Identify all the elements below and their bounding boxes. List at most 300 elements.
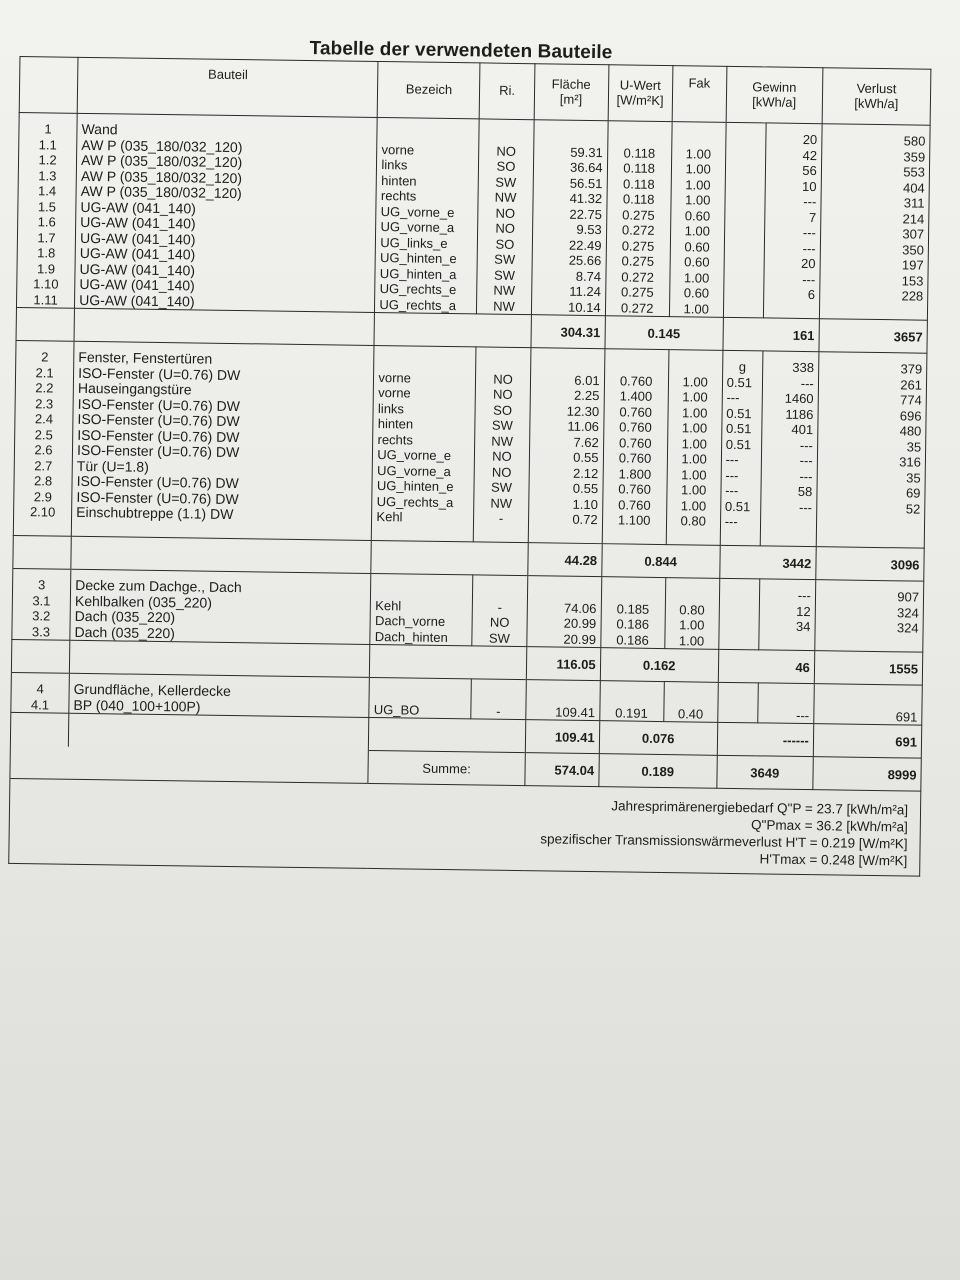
group-u-value-cell <box>599 681 664 722</box>
u-value: 0.760 <box>619 403 653 420</box>
component-name: AW P (035_180/032_120) <box>80 167 243 186</box>
component-name: BP (040_100+100P) <box>73 696 201 715</box>
designation: rechts <box>380 188 417 204</box>
designation: UG_hinten_a <box>379 265 457 282</box>
factor: 0.60 <box>684 238 710 255</box>
factor: 0.40 <box>677 705 704 722</box>
factor: 1.00 <box>684 192 711 208</box>
group-u-value-cell <box>605 121 672 317</box>
item-number: 2.5 <box>34 426 53 442</box>
header-nr <box>19 57 78 114</box>
gain-value <box>762 691 809 707</box>
item-number: 2.9 <box>33 488 53 504</box>
header-flaeche: Fläche [m²] <box>534 64 609 121</box>
orientation: NO <box>495 205 516 221</box>
group-designation-cell <box>370 573 473 645</box>
loss-value: 261 <box>900 376 923 393</box>
orientation: NO <box>489 614 510 630</box>
area-value: 20.99 <box>563 615 597 632</box>
area-value: 0.55 <box>572 480 599 497</box>
u-value: 0.186 <box>616 631 649 648</box>
group-g-value-cell <box>723 122 766 318</box>
g-value <box>730 131 761 147</box>
g-value <box>723 633 754 649</box>
loss-value: 350 <box>902 241 924 258</box>
gain-value: 56 <box>802 162 817 179</box>
gain-value: 20 <box>800 255 816 272</box>
gain-value: 401 <box>791 421 814 438</box>
component-name: UG-AW (041_140) <box>79 275 195 294</box>
designation: UG_hinten_e <box>379 250 457 267</box>
header-bauteil: Bauteil <box>77 57 378 117</box>
group-designation-cell <box>375 118 480 314</box>
area-value: 8.74 <box>575 268 602 284</box>
area-value: 59.31 <box>570 144 603 160</box>
orientation: NW <box>494 189 517 205</box>
footer-cell <box>9 778 921 876</box>
item-number: 4.1 <box>30 696 50 712</box>
orientation: - <box>497 599 503 615</box>
loss-value: 359 <box>903 148 926 165</box>
subtotal-flaeche: 116.05 <box>526 647 601 681</box>
item-number: 2.7 <box>34 457 53 473</box>
subtotal-blank-bezeich <box>374 312 531 347</box>
u-value: 0.191 <box>615 704 648 721</box>
g-value <box>723 602 754 618</box>
group-row <box>12 568 924 652</box>
g-value: --- <box>725 482 739 499</box>
g-value: --- <box>725 467 739 483</box>
factor: 1.00 <box>680 497 707 514</box>
subtotal-uwert: 0.145 <box>605 316 724 351</box>
loss-value: 197 <box>901 257 924 273</box>
u-value: 1.800 <box>618 465 652 482</box>
group-g-value-cell <box>717 682 758 723</box>
component-name: ISO-Fenster (U=0.76) DW <box>76 441 240 461</box>
gain-value: --- <box>797 587 811 604</box>
orientation <box>481 355 526 371</box>
area-value <box>530 688 595 704</box>
loss-value: 228 <box>901 288 924 304</box>
area-value: 11.24 <box>569 283 601 300</box>
summe-blank <box>10 745 369 783</box>
group-component-name-cell <box>69 673 370 717</box>
loss-value: 696 <box>899 407 922 424</box>
u-value: 0.275 <box>622 206 655 223</box>
component-name: Kehlbalken (035_220) <box>74 592 213 611</box>
footer-row <box>9 778 921 876</box>
factor <box>670 586 715 602</box>
g-value <box>724 587 755 603</box>
u-value: 0.185 <box>616 600 650 617</box>
orientation: NO <box>496 143 517 159</box>
subtotal-uwert: 0.162 <box>600 648 719 683</box>
loss-value: 69 <box>905 485 921 501</box>
area-value: 109.41 <box>555 704 596 720</box>
factor: 1.00 <box>683 269 710 286</box>
header-uwert: U-Wert [W/m²K] <box>608 65 673 122</box>
gain-value: --- <box>802 271 816 287</box>
item-number: 3.3 <box>31 623 51 639</box>
subtotal-verlust: 1555 <box>814 651 923 686</box>
gain-value: --- <box>802 240 816 256</box>
designation: UG_vorne_a <box>377 462 451 479</box>
area-value: 56.51 <box>569 175 603 191</box>
group-gain-value-cell <box>763 123 822 319</box>
summe-flaeche: 574.04 <box>524 753 599 787</box>
factor: 0.60 <box>684 207 711 224</box>
designation: UG_rechts_e <box>379 281 457 298</box>
subtotal-uwert: 0.844 <box>601 544 720 579</box>
loss-value: 311 <box>903 195 925 211</box>
loss-value: 324 <box>896 620 919 636</box>
g-value <box>722 706 753 722</box>
orientation: NW <box>493 298 516 314</box>
subtotal-blank-bezeich <box>369 717 526 752</box>
subtotal-uwert: 0.076 <box>599 721 718 756</box>
orientation <box>476 687 521 703</box>
component-name: AW P (035_180/032_120) <box>81 151 243 171</box>
g-value <box>730 146 761 162</box>
designation: vorne <box>378 385 411 401</box>
designation <box>375 582 468 599</box>
g-value: 0.51 <box>725 436 752 452</box>
group-factor-cell <box>669 122 726 318</box>
g-value <box>729 193 760 209</box>
component-name: UG-AW (041_140) <box>79 229 196 247</box>
subtotal-verlust: 3657 <box>819 319 928 354</box>
gain-value: 12 <box>796 603 811 619</box>
document-title: Tabelle der verwendeten Bauteile <box>309 38 613 64</box>
component-name: Decke zum Dachge., Dach <box>75 576 242 596</box>
area-value: 12.30 <box>566 403 600 419</box>
gain-value <box>768 302 815 318</box>
designation: UG_BO <box>373 701 420 718</box>
factor: 1.00 <box>685 176 711 193</box>
area-value: 25.66 <box>568 252 602 269</box>
area-value: 0.72 <box>572 511 598 528</box>
group-orientation-cell <box>471 679 526 720</box>
factor: 1.00 <box>681 420 708 436</box>
item-number: 2.4 <box>34 411 54 427</box>
g-value: --- <box>724 513 738 530</box>
loss-value <box>821 515 920 532</box>
group-orientation-cell <box>472 575 527 647</box>
u-value: 0.275 <box>621 237 655 254</box>
gain-value: --- <box>798 499 813 515</box>
item-number: 3.2 <box>32 608 51 624</box>
orientation: SO <box>496 158 516 174</box>
group-factor-cell <box>664 578 719 650</box>
orientation: NW <box>491 433 514 449</box>
designation <box>374 686 467 703</box>
item-number: 1.7 <box>37 229 56 246</box>
component-name: Tür (U=1.8) <box>76 457 149 475</box>
area-value: 22.75 <box>569 206 603 222</box>
area-value: 0.55 <box>573 449 599 466</box>
item-number: 1.3 <box>38 167 57 184</box>
loss-value: 316 <box>899 454 922 470</box>
footer-line-qp: Jahresprimärenergiebedarf Q"P = 23.7 [kWh/m²a] <box>611 798 909 818</box>
item-number: 2.6 <box>34 442 53 458</box>
area-value: 41.32 <box>569 190 603 207</box>
area-value: 10.14 <box>568 299 601 315</box>
factor: 1.00 <box>683 300 709 317</box>
u-value: 0.272 <box>621 268 654 285</box>
group-area-value-cell <box>528 348 605 544</box>
gain-value: 10 <box>801 178 817 194</box>
loss-value <box>824 303 923 320</box>
u-value <box>606 585 661 601</box>
g-value <box>722 691 753 707</box>
loss-value: 35 <box>906 469 921 486</box>
component-name: AW P (035_180/032_120) <box>81 136 243 155</box>
g-value <box>729 224 760 240</box>
gain-value <box>765 514 812 530</box>
component-name: ISO-Fenster (U=0.76) DW <box>77 426 240 445</box>
orientation: SW <box>490 479 513 495</box>
area-value: 2.12 <box>572 465 599 481</box>
gain-value: --- <box>799 452 813 469</box>
group-g-value-cell <box>720 350 763 546</box>
designation: UG_vorne_a <box>380 219 455 236</box>
item-number: 1 <box>44 121 52 137</box>
header-bezeich: Bezeich <box>378 62 481 119</box>
factor: 1.00 <box>681 435 708 452</box>
header-fak: Fak <box>672 66 727 123</box>
group-loss-value-cell <box>815 580 924 653</box>
group-item-number-cell <box>13 340 74 536</box>
component-name: Einschubtreppe (1.1) DW <box>76 503 234 523</box>
footer-line-ht: spezifischer Transmissionswärmeverlust H'T = 0.219 [W/m²K] <box>540 831 908 852</box>
gain-value: --- <box>796 707 810 723</box>
g-value: --- <box>726 389 740 406</box>
factor: 1.00 <box>678 632 705 649</box>
designation: Dach_hinten <box>374 628 448 645</box>
subtotal-blank-nr <box>16 307 75 341</box>
area-value: 2.25 <box>574 387 600 404</box>
factor: 1.00 <box>679 617 705 633</box>
designation <box>382 126 475 143</box>
u-value: 0.760 <box>618 450 652 466</box>
gain-value: 58 <box>797 483 813 500</box>
orientation <box>477 583 522 599</box>
designation: hinten <box>377 416 414 432</box>
component-name: ISO-Fenster (U=0.76) DW <box>77 410 240 430</box>
subtotal-flaeche: 109.41 <box>525 720 600 754</box>
item-number: 2.10 <box>29 504 56 520</box>
u-value: 0.760 <box>619 419 652 435</box>
orientation: SO <box>493 402 513 418</box>
subtotal-verlust: 691 <box>813 724 922 759</box>
u-value: 1.400 <box>619 388 653 404</box>
item-number: 1.2 <box>38 152 57 168</box>
u-value: 0.760 <box>619 372 653 389</box>
area-value: 11.06 <box>567 418 600 435</box>
subtotal-verlust: 3096 <box>816 547 925 582</box>
g-value <box>729 177 760 193</box>
item-number: 4 <box>36 681 44 697</box>
loss-value: 553 <box>903 164 926 180</box>
group-item-number-cell <box>16 112 77 308</box>
g-value: 0.51 <box>726 374 753 390</box>
summe-label: Summe: <box>368 750 525 785</box>
loss-value: 35 <box>906 438 922 455</box>
group-item-number-cell <box>12 568 71 640</box>
loss-value: 307 <box>902 226 925 242</box>
component-name: UG-AW (041_140) <box>80 213 196 232</box>
g-value <box>723 618 754 634</box>
group-component-name-cell <box>70 569 371 644</box>
g-value <box>728 301 759 317</box>
component-name: ISO-Fenster (U=0.76) DW <box>76 472 239 492</box>
item-number: 1.4 <box>37 183 57 199</box>
item-number: 3.1 <box>32 592 51 608</box>
designation: rechts <box>377 431 414 448</box>
document-sheet <box>8 20 940 913</box>
group-loss-value-cell <box>816 352 927 548</box>
area-value <box>531 584 596 600</box>
designation: UG_vorne_e <box>380 203 455 220</box>
designation: UG_rechts_a <box>376 493 454 510</box>
gain-value: --- <box>799 437 814 453</box>
component-name: ISO-Fenster (U=0.76) DW <box>77 395 241 414</box>
component-name: UG-AW (041_140) <box>79 260 196 278</box>
subtotal-blank-nr <box>13 535 72 569</box>
group-factor-cell <box>666 350 723 546</box>
item-number: 1.9 <box>36 260 56 277</box>
component-name: AW P (035_180/032_120) <box>80 182 242 202</box>
g-value <box>724 529 755 545</box>
loss-value: 52 <box>905 500 921 517</box>
component-name: UG-AW (041_140) <box>79 244 196 263</box>
group-area-value-cell <box>525 680 600 721</box>
area-value: 9.53 <box>576 221 602 238</box>
designation: Kehl <box>375 597 402 613</box>
orientation: NO <box>493 371 513 387</box>
g-value: 0.51 <box>726 405 752 421</box>
group-area-value-cell <box>531 120 608 316</box>
orientation <box>484 127 529 143</box>
designation: Dach_vorne <box>374 613 446 629</box>
group-item-number-cell <box>11 672 70 713</box>
orientation: SW <box>494 251 516 267</box>
table-body <box>10 112 930 758</box>
area-value <box>538 128 603 144</box>
component-name: ISO-Fenster (U=0.76) DW <box>76 488 239 507</box>
g-value <box>730 162 761 178</box>
group-gain-value-cell <box>758 683 815 724</box>
factor: 0.60 <box>684 254 710 270</box>
gain-value: 34 <box>795 618 811 635</box>
area-value <box>535 356 600 372</box>
area-value: 20.99 <box>563 631 597 647</box>
u-value: 0.760 <box>618 481 652 497</box>
component-name: Hauseingangstüre <box>77 379 192 398</box>
subtotal-blank-nr <box>10 712 69 746</box>
u-value: 0.272 <box>621 222 655 238</box>
gain-value: 338 <box>792 359 815 376</box>
u-value: 0.118 <box>623 160 656 176</box>
component-name: Dach (035_220) <box>74 607 176 626</box>
component-name: Dach (035_220) <box>74 623 176 641</box>
item-number: 3 <box>37 577 46 593</box>
factor: 1.00 <box>681 451 707 467</box>
designation: links <box>381 157 408 173</box>
group-orientation-cell <box>477 119 534 315</box>
group-u-value-cell <box>600 577 665 649</box>
footer-line-htmax: H'Tmax = 0.248 [W/m²K] <box>759 851 908 869</box>
gain-value: 1186 <box>785 406 814 422</box>
u-value <box>612 129 667 145</box>
factor: 1.00 <box>680 482 707 498</box>
gain-value: 42 <box>802 147 818 163</box>
gain-value: --- <box>803 193 817 210</box>
loss-value <box>819 635 918 652</box>
u-value: 0.118 <box>622 191 655 207</box>
orientation: SW <box>488 630 511 646</box>
group-area-value-cell <box>526 576 601 648</box>
item-number: 2.1 <box>35 364 54 381</box>
item-number: 1.10 <box>33 276 59 292</box>
g-value <box>729 239 760 255</box>
loss-value: 774 <box>899 392 922 408</box>
item-number: 2.8 <box>33 473 53 489</box>
factor: 0.80 <box>679 601 705 618</box>
loss-value: 691 <box>895 708 918 725</box>
orientation: NO <box>491 464 512 480</box>
area-value: 22.49 <box>568 237 602 253</box>
loss-value: 379 <box>900 361 923 377</box>
factor: 1.00 <box>682 389 708 405</box>
loss-value: 480 <box>899 423 922 439</box>
subtotal-blank-bauteil <box>71 536 372 573</box>
designation: UG_vorne_e <box>377 447 452 464</box>
subtotal-blank-bauteil <box>69 640 370 677</box>
designation <box>379 354 472 371</box>
designation: UG_rechts_a <box>379 296 457 313</box>
group-row <box>16 112 930 320</box>
header-gewinn: Gewinn [kWh/a] <box>726 66 823 123</box>
group-component-name-cell <box>75 113 378 312</box>
g-value <box>728 270 759 286</box>
header-ri: Ri. <box>480 63 535 120</box>
group-gain-value-cell <box>760 351 819 547</box>
area-value: 36.64 <box>569 159 603 176</box>
gain-value: --- <box>802 224 817 241</box>
group-row <box>13 340 927 548</box>
summe-verlust: 8999 <box>813 757 922 792</box>
group-g-value-cell <box>719 578 760 650</box>
area-value: 6.01 <box>574 372 600 388</box>
loss-value: 580 <box>903 133 926 149</box>
gain-value: --- <box>799 468 813 484</box>
designation: Kehl <box>376 509 403 525</box>
designation: vorne <box>381 141 415 158</box>
gain-value: 7 <box>808 209 817 225</box>
orientation: SW <box>495 174 517 190</box>
orientation: SW <box>491 417 513 433</box>
factor: 1.00 <box>681 466 707 483</box>
loss-value: 214 <box>902 210 925 227</box>
factor: 0.60 <box>683 285 710 301</box>
component-name: UG-AW (041_140) <box>80 198 196 216</box>
u-value: 0.272 <box>620 299 654 316</box>
subtotal-blank-nr <box>11 639 70 673</box>
orientation: SW <box>493 267 516 283</box>
subtotal-gewinn: 161 <box>723 317 820 351</box>
item-number: 1.6 <box>37 214 56 230</box>
